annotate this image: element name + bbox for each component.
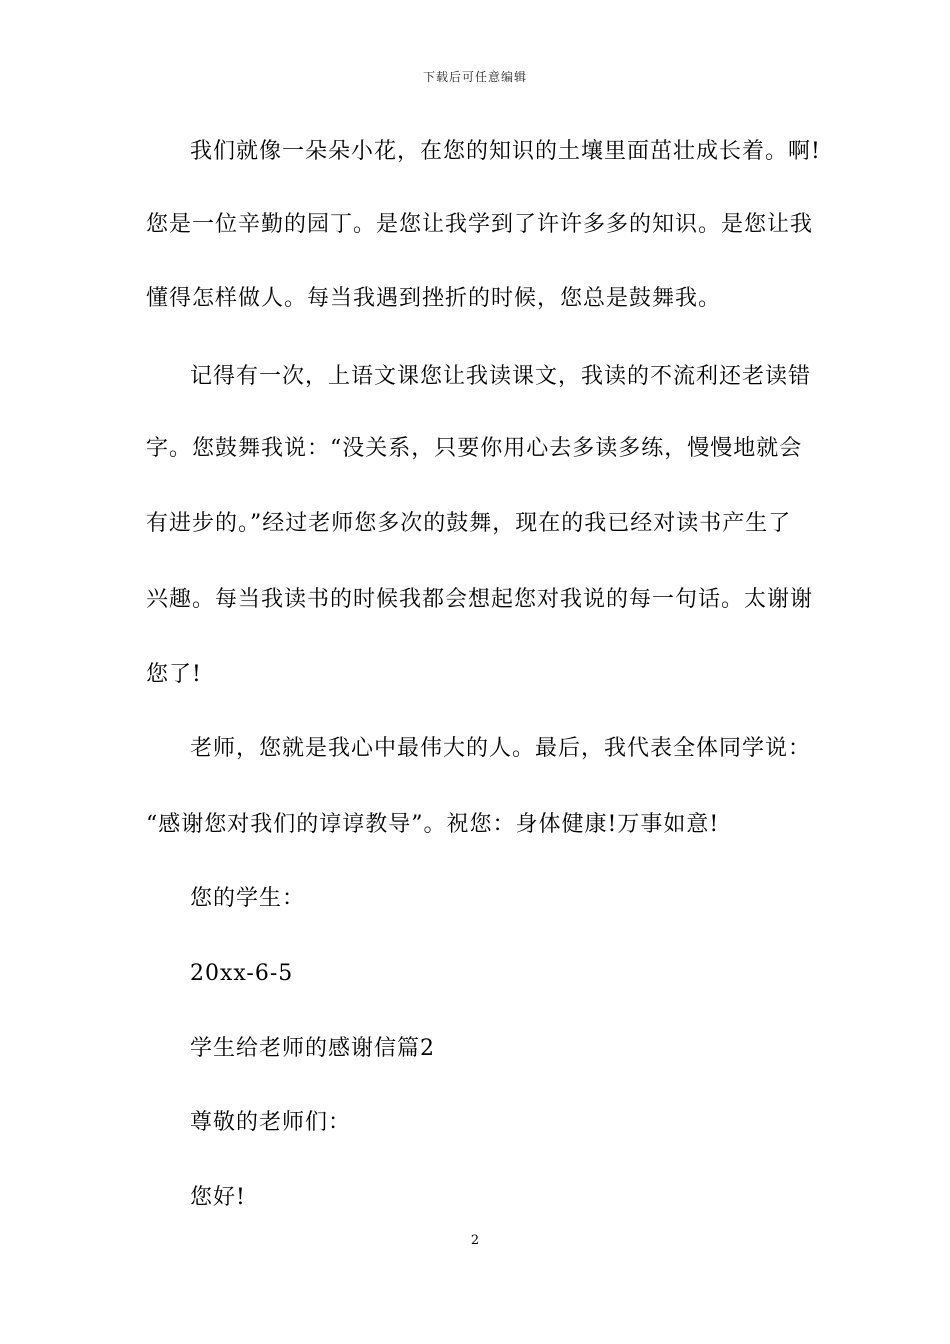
page-number: 2: [470, 1233, 480, 1248]
paragraph-line: 字。您鼓舞我说：“没关系，只要你用心去多读多练，慢慢地就会: [146, 436, 803, 461]
signature-label: 您的学生：: [190, 886, 306, 911]
paragraph-line: 记得有一次，上语文课您让我读课文，我读的不流利还老读错: [190, 364, 812, 389]
salutation: 尊敬的老师们：: [190, 1110, 352, 1135]
greeting: 您好!: [190, 1185, 246, 1210]
paragraph-line: 您是一位辛勤的园丁。是您让我学到了许许多多的知识。是您让我: [146, 212, 814, 237]
section-title: 学生给老师的感谢信篇2: [190, 1036, 435, 1061]
date-line: 20xx-6-5: [190, 961, 294, 986]
paragraph-line: 我们就像一朵朵小花，在您的知识的土壤里面茁壮成长着。啊!: [190, 139, 821, 164]
page-header: 下载后可任意编辑: [422, 70, 527, 84]
paragraph-line: 您了!: [146, 662, 202, 687]
paragraph-line: “感谢您对我们的谆谆教导”。祝您：身体健康!万事如意!: [146, 812, 720, 837]
paragraph-line: 兴趣。每当我读书的时候我都会想起您对我说的每一句话。太谢谢: [146, 587, 814, 612]
paragraph-line: 老师，您就是我心中最伟大的人。最后，我代表全体同学说：: [190, 736, 812, 761]
paragraph-line: 懂得怎样做人。每当我遇到挫折的时候，您总是鼓舞我。: [146, 286, 722, 311]
paragraph-line: 有进步的。”经过老师您多次的鼓舞，现在的我已经对读书产生了: [146, 511, 792, 536]
